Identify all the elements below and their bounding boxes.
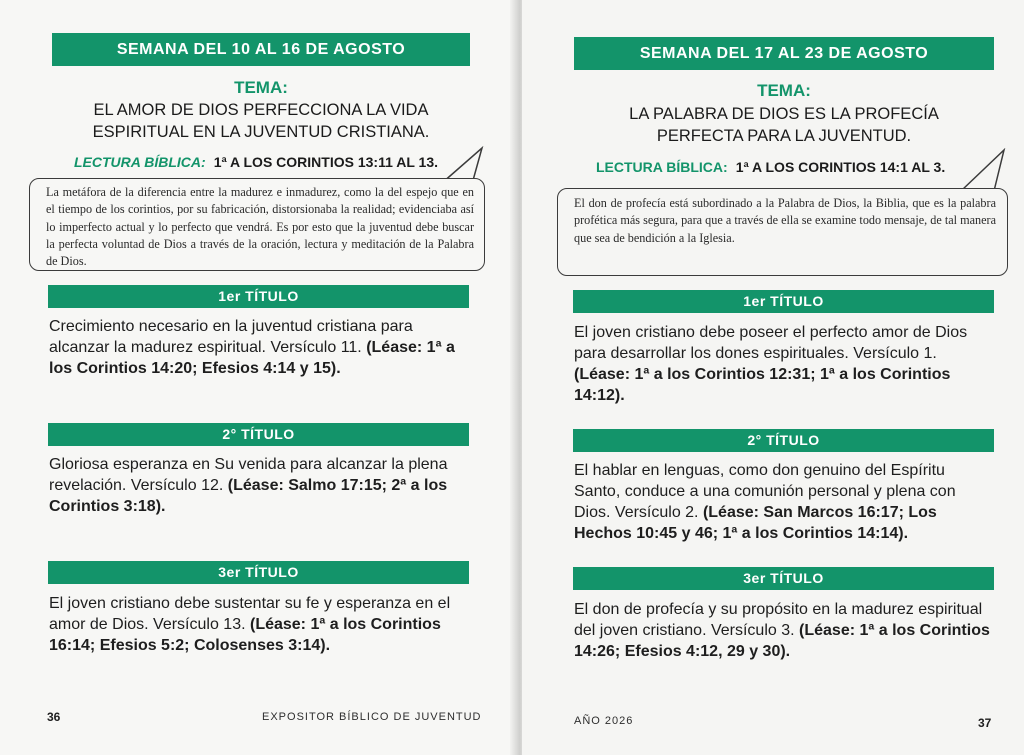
lectura-ref: 1ª A LOS CORINTIOS 14:1 AL 3. — [735, 159, 946, 175]
title-3-text: El don de profecía y su propósito en la madurez espiritual del joven cristiano. Versículo 3. (Léase: 1ª a los Corintios 14:26; Efesios 4:12, 29 y 30). — [574, 601, 990, 660]
title-3-banner: 3er TÍTULO — [48, 561, 469, 584]
title-1-text: Crecimiento necesario en la juventud cristiana para alcanzar la madurez espiritual. Versículo 11. (Léase: 1ª a los Corintios 14:20; Efesios 4:14 y 15). — [49, 318, 455, 377]
summary-callout: El don de profecía está subordinado a la Palabra de Dios, la Biblia, que es la palabra profética más segura, para que a través de ella se examine todo mensaje, de tal manera que sea de bendición a la Iglesia. — [557, 188, 1008, 276]
title-1-banner: 1er TÍTULO — [48, 285, 469, 308]
page-footer: EXPOSITOR BÍBLICO DE JUVENTUD — [262, 711, 482, 723]
lectura-biblica — [74, 154, 438, 170]
tema-label: TEMA: — [234, 78, 288, 97]
summary-callout: La metáfora de la diferencia entre la madurez e inmadurez, como la del espejo que en el tiempo de los corintios, por su fabricación, distorsionaba la realidad; evidenciaba así lo imperfecto actual y lo perfecto que vendrá. Es por esto que la juventud debe buscar la perfecta voluntad de Dios a través de la oración, lectura y meditación de la Palabra de Dios. — [29, 178, 485, 271]
title-2-banner: 2° TÍTULO — [573, 429, 994, 452]
tema-label: TEMA: — [757, 81, 811, 100]
title-1-text: El joven cristiano debe poseer el perfecto amor de Dios para desarrollar los dones espirituales. Versículo 1. (Léase: 1ª a los Corintios 12:31; 1ª a los Corintios 14:12). — [574, 324, 968, 404]
page-footer: AÑO 2026 — [574, 715, 634, 727]
page-number: 36 — [47, 710, 61, 724]
lectura-label: LECTURA BÍBLICA: — [74, 154, 206, 170]
title-3-text: El joven cristiano debe sustentar su fe y esperanza en el amor de Dios. Versículo 13. (Léase: 1ª a los Corintios 16:14; Efesios 5:2; Colosenses 3:14). — [49, 595, 451, 654]
title-3-banner: 3er TÍTULO — [573, 567, 994, 590]
week-banner: SEMANA DEL 17 AL 23 DE AGOSTO — [574, 37, 994, 70]
tema-line-1: EL AMOR DE DIOS PERFECCIONA LA VIDA — [93, 101, 429, 119]
right-page — [522, 0, 1024, 755]
lectura-biblica — [596, 159, 945, 175]
title-2-banner: 2° TÍTULO — [48, 423, 469, 446]
page-number: 37 — [978, 716, 992, 730]
tema-title — [574, 103, 994, 147]
title-2-text: El hablar en lenguas, como don genuino del Espíritu Santo, conduce a una comunión personal y plena con Dios. Versículo 2. (Léase: San Marcos 16:17; Los Hechos 10:45 y 46; 1ª a los Corintios 14:14). — [574, 462, 956, 542]
title-1-banner: 1er TÍTULO — [573, 290, 994, 313]
tema-line-2: PERFECTA PARA LA JUVENTUD. — [656, 127, 912, 145]
callout-tail — [960, 148, 1010, 192]
week-banner: SEMANA DEL 10 AL 16 DE AGOSTO — [52, 33, 470, 66]
tema-line-1: LA PALABRA DE DIOS ES LA PROFECÍA — [629, 105, 939, 123]
lectura-label: LECTURA BÍBLICA: — [596, 159, 728, 175]
tema-line-2: ESPIRITUAL EN LA JUVENTUD CRISTIANA. — [92, 123, 430, 141]
lectura-ref: 1ª A LOS CORINTIOS 13:11 AL 13. — [213, 154, 439, 170]
title-2-text: Gloriosa esperanza en Su venida para alcanzar la plena revelación. Versículo 12. (Léase: Salmo 17:15; 2ª a los Corintios 3:18). — [49, 456, 448, 515]
tema-title — [52, 99, 470, 143]
